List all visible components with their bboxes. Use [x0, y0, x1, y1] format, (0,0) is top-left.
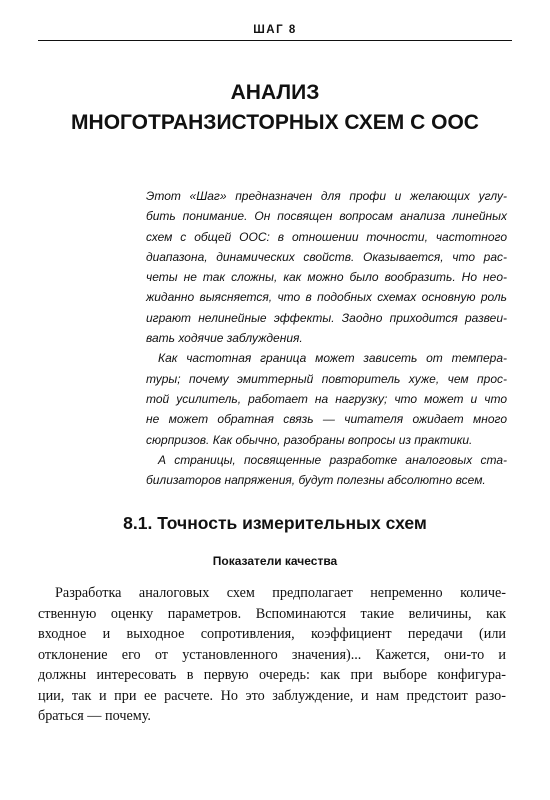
chapter-title-line-2: МНОГОТРАНЗИСТОРНЫХ СХЕМ С ООС [71, 111, 479, 134]
intro-line: жиданно выясняется, что в подобных схемах основную роль [146, 290, 507, 305]
intro-line: не может обратная связь — читателя ожидает много [146, 412, 507, 427]
body-line: отклонение его от установленного значения)... Кажется, они-то и [38, 646, 506, 663]
chapter-title-line-1: АНАЛИЗ [230, 81, 320, 104]
chapter-intro [146, 186, 507, 490]
intro-line: Этот «Шаг» предназначен для профи и желающих углу- [146, 189, 507, 203]
step-label: ШАГ 8 [253, 24, 297, 36]
header-rule [38, 40, 512, 41]
intro-line: Как частотная граница может зависеть от темпера- [158, 351, 507, 366]
intro-line: вать ходячие заблуждения. [146, 331, 303, 346]
intro-line: диапазона, динамических свойств. Оказывается, что рас- [146, 249, 507, 264]
intro-line: той усилитель, работает на нагрузку; что может и что [146, 391, 507, 406]
intro-line: А страницы, посвященные разработке аналоговых ста- [158, 452, 507, 467]
intro-line: билизаторов напряжения, будут полезны абсолютно всем. [146, 473, 486, 488]
intro-line: играют нелинейные эффекты. Заодно приходится развеи- [146, 310, 507, 325]
subsection-title: Показатели качества [212, 554, 338, 568]
intro-line: туры; почему эмиттерный повторитель хуже, чем прос- [146, 371, 507, 386]
body-paragraph [38, 583, 506, 727]
intro-line: четы не так сложны, как можно было вообразить. Но нео- [146, 270, 507, 285]
intro-line: схем с общей ООС: в отношении точности, частотного [146, 229, 507, 244]
body-line: браться — почему. [38, 708, 151, 724]
running-header [0, 20, 550, 39]
intro-line: сюрпризов. Как обычно, разобраны вопросы из практики. [146, 432, 473, 447]
body-line: входное и выходное сопротивления, коэффициент передачи (или [38, 626, 506, 642]
body-line: ции, так и при ее расчете. Но это заблуждение, и нам предстоит разо- [38, 687, 506, 704]
intro-line: бить понимание. Он посвящен вопросам анализа линейных [146, 209, 507, 224]
body-line: ственную оценку параметров. Вспоминаются такие величины, как [38, 605, 506, 622]
body-line: должны интересовать в первую очередь: как при выборе конфигура- [38, 667, 506, 683]
chapter-title [30, 78, 520, 138]
section-title: 8.1. Точность измерительных схем [123, 513, 427, 533]
body-line: Разработка аналоговых схем предполагает непременно количе- [55, 585, 506, 601]
